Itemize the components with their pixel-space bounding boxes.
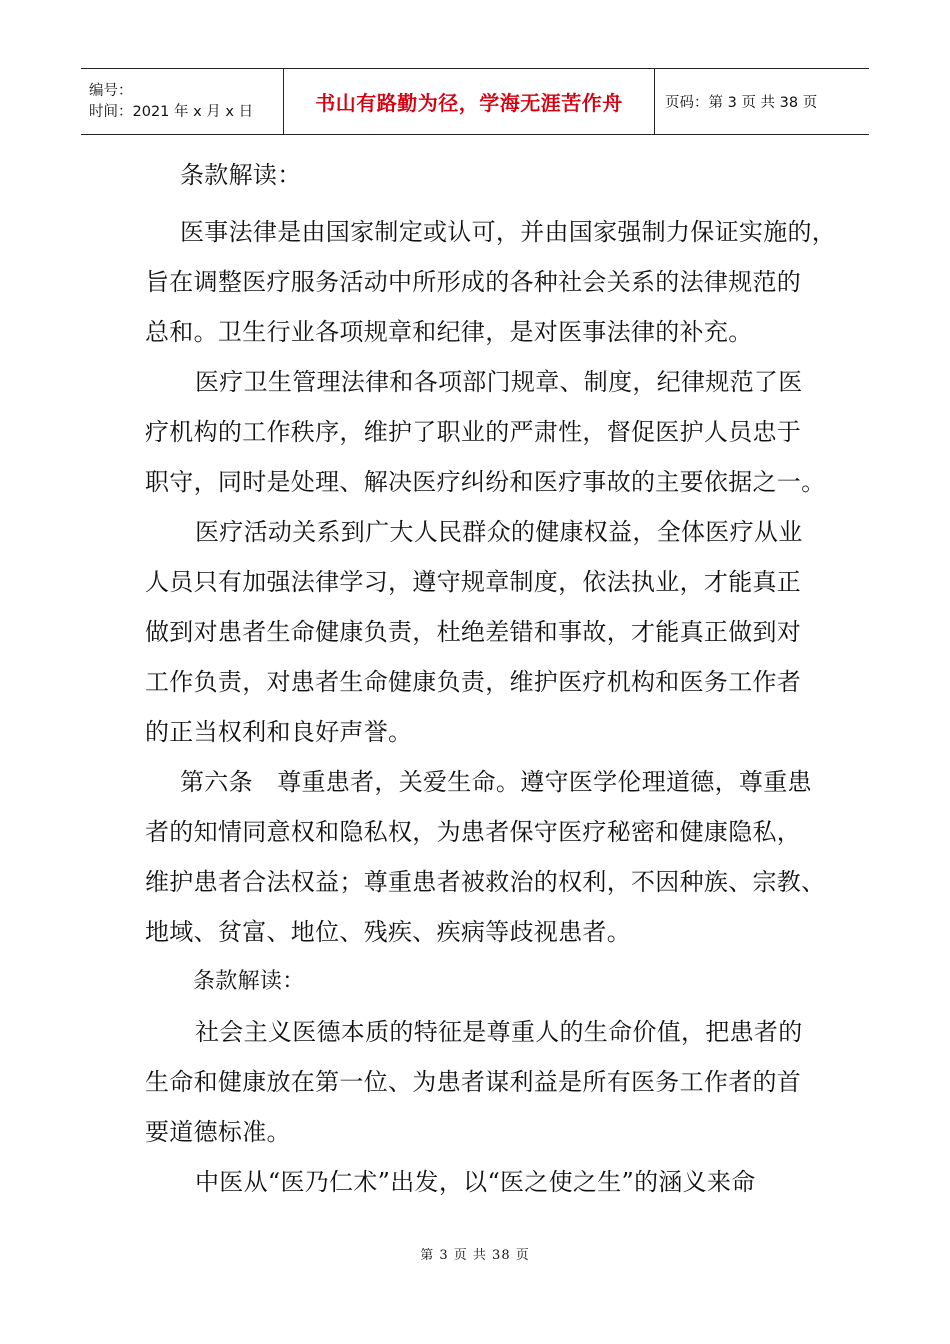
header-page-info: 页码：第 3 页 共 38 页 — [665, 95, 818, 111]
body-line: 医事法律是由国家制定或认可，并由国家强制力保证实施的， — [180, 218, 837, 246]
header-page-info-cell — [655, 69, 869, 134]
body-line: 的正当权利和良好声誉。 — [145, 718, 413, 746]
page-footer: 第 3 页 共 38 页 — [420, 1248, 530, 1263]
body-line: 生命和健康放在第一位、为患者谋利益是所有医务工作者的首 — [145, 1068, 802, 1096]
clause-interpretation-heading: 条款解读： — [180, 161, 302, 189]
body-line: 地域、贫富、地位、残疾、疾病等歧视患者。 — [145, 918, 631, 946]
body-line: 医疗卫生管理法律和各项部门规章、制度，纪律规范了医 — [195, 368, 803, 396]
document-number: 编号： — [89, 82, 133, 99]
document-date: 时间：2021 年 x 月 x 日 — [89, 103, 254, 120]
article-six-line: 第六条 尊重患者，关爱生命。遵守医学伦理道德，尊重患 — [180, 768, 812, 796]
body-line: 要道德标准。 — [145, 1118, 291, 1146]
page-header — [81, 68, 869, 135]
header-motto-cell — [283, 69, 655, 134]
body-line: 总和。卫生行业各项规章和纪律，是对医事法律的补充。 — [145, 318, 753, 346]
body-line: 中医从“医乃仁术”出发，以“医之使之生”的涵义来命 — [195, 1168, 756, 1196]
body-line: 做到对患者生命健康负责，杜绝差错和事故，才能真正做到对 — [145, 618, 802, 646]
body-line: 旨在调整医疗服务活动中所形成的各种社会关系的法律规范的 — [145, 268, 802, 296]
header-meta — [81, 69, 283, 134]
body-line: 社会主义医德本质的特征是尊重人的生命价值，把患者的 — [195, 1018, 803, 1046]
body-line: 工作负责，对患者生命健康负责，维护医疗机构和医务工作者 — [145, 668, 802, 696]
body-line: 疗机构的工作秩序，维护了职业的严肃性，督促医护人员忠于 — [145, 418, 802, 446]
header-motto: 书山有路勤为径，学海无涯苦作舟 — [315, 91, 623, 115]
body-line: 者的知情同意权和隐私权，为患者保守医疗秘密和健康隐私， — [145, 818, 802, 846]
body-line: 职守，同时是处理、解决医疗纠纷和医疗事故的主要依据之一。 — [145, 468, 826, 496]
body-line: 人员只有加强法律学习，遵守规章制度，依法执业，才能真正 — [145, 568, 802, 596]
clause-interpretation-heading: 条款解读： — [193, 969, 305, 994]
body-line: 维护患者合法权益；尊重患者被救治的权利，不因种族、宗教、 — [145, 868, 826, 896]
body-line: 医疗活动关系到广大人民群众的健康权益，全体医疗从业 — [195, 518, 803, 546]
